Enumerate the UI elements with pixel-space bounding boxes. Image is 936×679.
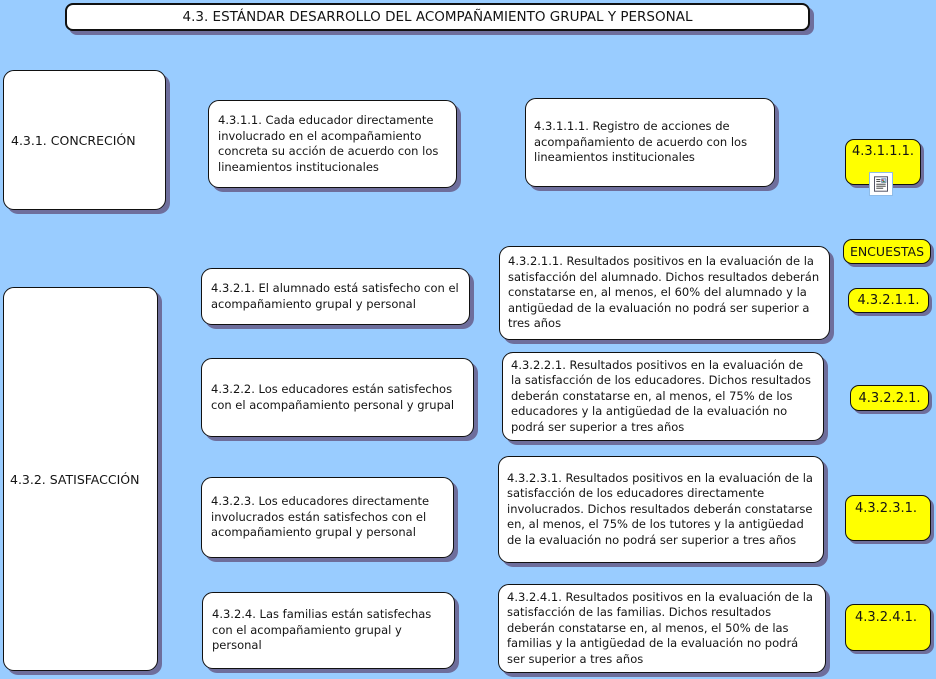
criterion-box-4324 <box>202 592 455 669</box>
evidence-text-43211: 4.3.2.1.1. Resultados positivos en la evaluación de la satisfacción del alumnado. Dichos resultados deberán constatarse en, al menos, el 60% del alumnado y la antigüedad de la evaluación no podrá ser superior a tres años <box>508 254 820 331</box>
evidence-text-43111: 4.3.1.1.1. Registro de acciones de acompañamiento de acuerdo con los lineamientos institucionales <box>534 119 748 165</box>
tag-label-43221: 4.3.2.2.1. <box>858 390 921 406</box>
report-document-glyph <box>873 176 889 192</box>
tag-label-43231: 4.3.2.3.1. <box>855 501 918 516</box>
criterion-box-4323 <box>201 477 454 558</box>
report-document-icon[interactable] <box>869 172 893 196</box>
evidence-box-43241 <box>498 584 826 673</box>
page-title: 4.3. ESTÁNDAR DESARROLLO DEL ACOMPAÑAMIENTO GRUPAL Y PERSONAL <box>182 9 693 25</box>
criterion-text-4323: 4.3.2.3. Los educadores directamente involucrados están satisfechos con el acompañamiento grupal y personal <box>211 494 430 540</box>
criterion-box-4311 <box>208 100 457 188</box>
criterion-text-4321: 4.3.2.1. El alumnado está satisfecho con el acompañamiento grupal y personal <box>211 281 459 311</box>
evidence-box-43211 <box>499 246 830 340</box>
tag-label-43211: 4.3.2.1.1. <box>857 293 920 308</box>
group-label-satisfaccion: 4.3.2. SATISFACCIÓN <box>10 471 140 487</box>
evidence-text-43241: 4.3.2.4.1. Resultados positivos en la evaluación de la satisfacción de las familias. Dichos resultados deberán constatarse en, al menos, el 50% de las familias y la antigüedad de la evaluación no podrá ser superior a tres años <box>507 589 813 666</box>
tag-43211[interactable] <box>848 288 929 313</box>
encuestas-tag[interactable] <box>843 239 931 264</box>
evidence-box-43231 <box>498 456 824 563</box>
criterion-text-4324: 4.3.2.4. Las familias están satisfechas con el acompañamiento grupal y personal <box>212 607 432 653</box>
criterion-box-4322 <box>201 358 474 437</box>
criterion-text-4311: 4.3.1.1. Cada educador directamente involucrado en el acompañamiento concreta su acción de acuerdo con los lineamientos institucionales <box>218 113 439 174</box>
tag-43231[interactable] <box>845 495 931 541</box>
group-box-concrecion <box>3 70 166 210</box>
title-box <box>65 3 810 31</box>
evidence-text-43231: 4.3.2.3.1. Resultados positivos en la evaluación de la satisfacción de los educadores directamente involucrados. Dichos resultados deberán constatarse en, al menos, el 75% de los tutores y la antigüedad de la evaluación no podrá ser superior a tres años <box>507 470 813 547</box>
tag-43241[interactable] <box>845 604 931 651</box>
tag-label-43111: 4.3.1.1.1. <box>851 144 915 159</box>
evidence-text-43221: 4.3.2.2.1. Resultados positivos en la evaluación de la satisfacción de los educadores. Dichos resultados deberán constatarse en, al menos, el 75% de los educadores y la antigüedad de la evaluación no podrá ser superior a tres años <box>511 357 811 434</box>
evidence-box-43221 <box>502 352 824 441</box>
tag-label-43241: 4.3.2.4.1. <box>855 610 918 625</box>
evidence-box-43111 <box>525 98 775 187</box>
encuestas-label: ENCUESTAS <box>849 244 925 259</box>
criterion-box-4321 <box>201 268 470 325</box>
criterion-text-4322: 4.3.2.2. Los educadores están satisfechos con el acompañamiento personal y grupal <box>211 382 455 412</box>
group-label-concrecion: 4.3.1. CONCRECIÓN <box>11 132 136 148</box>
tag-43221[interactable] <box>850 385 929 411</box>
group-box-satisfaccion <box>3 287 158 671</box>
